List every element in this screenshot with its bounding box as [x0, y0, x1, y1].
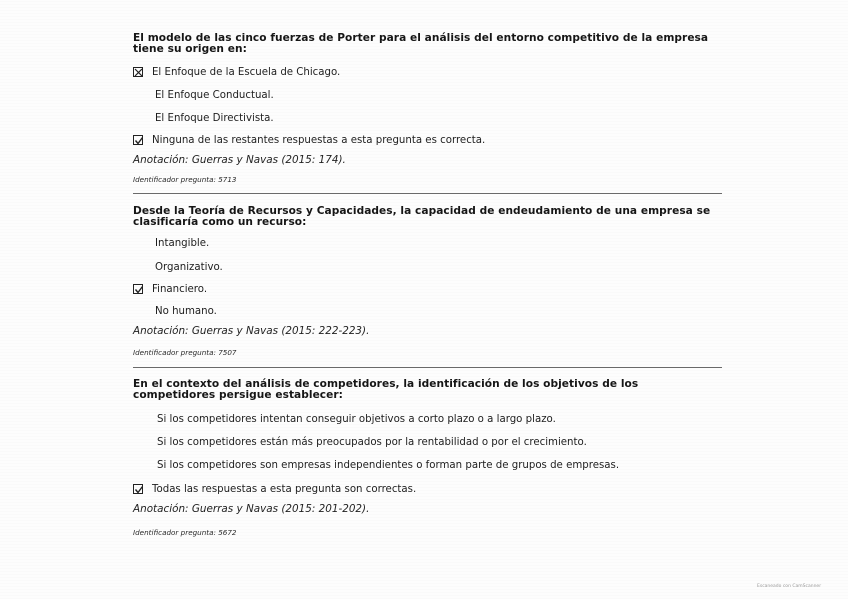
q3-identifier: Identificador pregunta: 5672 [133, 528, 237, 537]
checked-box-icon [133, 135, 143, 145]
q2-option-3-label: Financiero. [152, 284, 208, 295]
q1-option-4-label: Ninguna de las restantes respuestas a esta pregunta es correcta. [152, 135, 486, 146]
checked-box-icon [133, 284, 143, 294]
crossed-box-icon [133, 67, 143, 77]
question-1 [133, 32, 723, 184]
q1-identifier: Identificador pregunta: 5713 [133, 175, 237, 184]
q3-option-4-label: Todas las respuestas a esta pregunta son correctas. [152, 484, 417, 495]
question-2 [133, 205, 723, 357]
q3-annotation: Anotación: Guerras y Navas (2015: 201-202). [133, 503, 370, 515]
scanner-footer: Escaneado con CamScanner [757, 584, 822, 589]
divider-1 [133, 193, 722, 194]
q2-option-4-label: No humano. [155, 306, 217, 317]
q1-option-1-label: El Enfoque de la Escuela de Chicago. [152, 67, 341, 78]
q3-option-2-label: Si los competidores están más preocupados por la rentabilidad o por el crecimiento. [157, 437, 587, 448]
q2-option-2-label: Organizativo. [155, 262, 223, 273]
q3-option-3-label: Si los competidores son empresas independientes o forman parte de grupos de empresas. [157, 460, 620, 471]
checked-box-icon [133, 484, 143, 494]
question-1-text: El modelo de las cinco fuerzas de Porter para el análisis del entorno competitivo de la empresa tiene su origen en: [133, 32, 709, 55]
q2-identifier: Identificador pregunta: 7507 [133, 348, 237, 357]
q1-option-2-label: El Enfoque Conductual. [155, 90, 274, 101]
q1-option-3-label: El Enfoque Directivista. [155, 113, 274, 124]
question-3-text: En el contexto del análisis de competidores, la identificación de los objetivos de los competidores persigue establecer: [133, 378, 639, 401]
q3-option-1-label: Si los competidores intentan conseguir objetivos a corto plazo o a largo plazo. [157, 414, 556, 425]
q1-annotation: Anotación: Guerras y Navas (2015: 174). [133, 154, 346, 166]
question-2-text: Desde la Teoría de Recursos y Capacidades, la capacidad de endeudamiento de una empresa se clasificaría como un recurso: [133, 205, 711, 228]
q2-annotation: Anotación: Guerras y Navas (2015: 222-223). [133, 325, 370, 337]
divider-2 [133, 367, 722, 368]
question-3 [133, 378, 723, 537]
q2-option-1-label: Intangible. [155, 238, 210, 249]
